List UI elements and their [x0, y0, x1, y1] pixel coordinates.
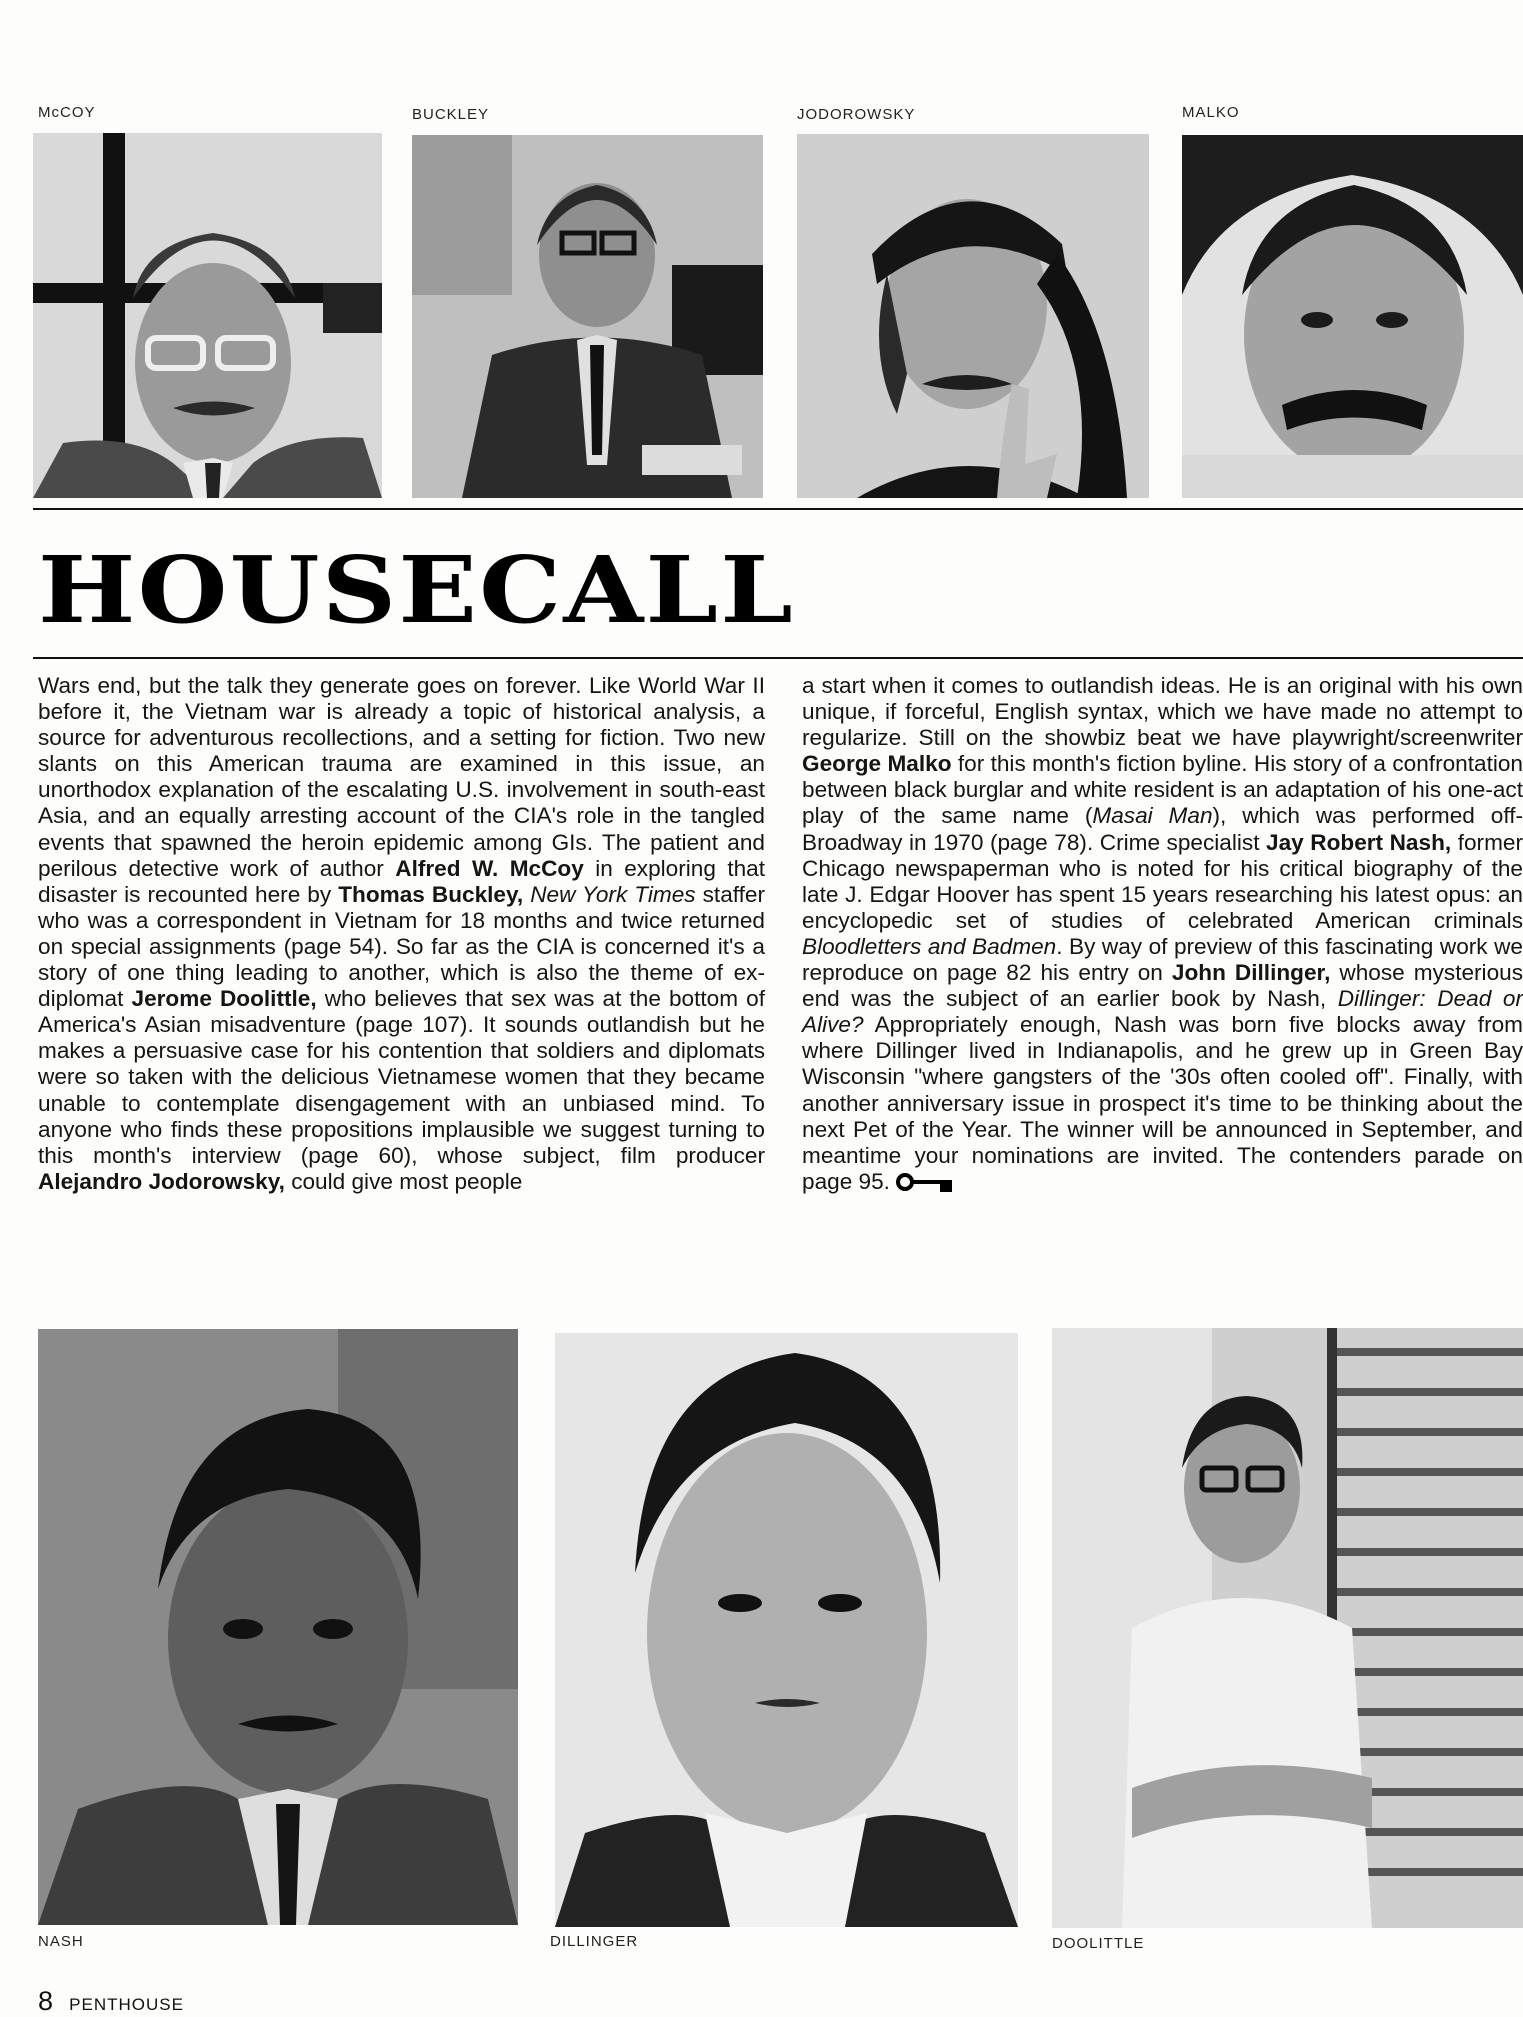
top-rule	[33, 508, 1523, 510]
caption-nash: NASH	[38, 1933, 84, 1950]
headline-rule	[33, 657, 1523, 659]
bold-name: John Dillinger,	[1171, 960, 1331, 986]
text-run: in exploring that disaster is recounted here by	[38, 855, 765, 907]
article-column-2	[802, 673, 1523, 1195]
text-run: a start when it comes to outlandish ideas. He is an original with his own unique, if forceful, English syntax, which we have made no attempt to regularize. Still on the showbiz beat we have playwright/screenwriter	[802, 673, 1523, 751]
bold-name: Thomas Buckley,	[338, 881, 524, 907]
photo-malko	[1182, 135, 1523, 498]
photo-dillinger	[555, 1333, 1018, 1927]
bold-name: Alfred W. McCoy	[395, 855, 584, 881]
text-run: ), which was performed off-Broadway in 1970 (page 78). Crime specialist	[802, 803, 1523, 855]
caption-jodorowsky: JODOROWSKY	[797, 106, 916, 123]
text-run: whose mysterious end was the subject of an earlier book by Nash,	[802, 960, 1523, 1012]
italic-title: Dillinger: Dead or Alive?	[802, 986, 1523, 1038]
caption-mccoy: McCOY	[38, 104, 96, 121]
text-run: could give most people	[284, 1168, 523, 1194]
text-run: former Chicago newspaperman who is noted for his critical biography of the late J. Edgar Hoover has spent 15 years researching his latest opus: an encyclopedic set of studies of celebrated American criminals	[802, 829, 1523, 933]
end-key-icon	[896, 1171, 954, 1193]
magazine-name: PENTHOUSE	[69, 1995, 184, 2014]
caption-doolittle: DOOLITTLE	[1052, 1935, 1145, 1952]
photo-doolittle	[1052, 1328, 1523, 1928]
caption-buckley: BUCKLEY	[412, 106, 490, 123]
caption-malko: MALKO	[1182, 104, 1240, 121]
italic-title: New York Times	[530, 881, 696, 907]
bold-name: Alejandro Jodorowsky,	[38, 1168, 285, 1194]
photo-nash	[38, 1329, 518, 1925]
bold-name: Jerome Doolittle,	[131, 986, 317, 1012]
italic-title: Masai Man	[1092, 803, 1213, 829]
text-run: for this month's fiction byline. His story of a confrontation between black burglar and white resident is an adaptation of his one-act play of the same name (	[802, 751, 1523, 829]
text-run: Appropriately enough, Nash was born five blocks away from where Dillinger lived in Indianapolis, and he grew up in Green Bay Wisconsin "where gangsters of the '30s often cooled off". Finally, with another anniversary issue in prospect it's time to be thinking about the next Pet of the Year. The winner will be announced in September, and meantime your nominations are invited. The contenders parade on page 95.	[802, 1012, 1523, 1194]
text-run: who believes that sex was at the bottom of America's Asian misadventure (page 107). It sounds outlandish but he makes a persuasive case for his contention that soldiers and diplomats were so taken with the delicious Vietnamese women that they became unable to contemplate disengagement with an unbiased mind. To anyone who finds these propositions implausible we suggest turning to this month's interview (page 60), whose subject, film producer	[38, 986, 765, 1168]
article-column-1	[38, 673, 765, 1195]
page-number: 8	[38, 1986, 54, 2016]
page-footer	[38, 1986, 184, 2017]
bold-name: George Malko	[802, 751, 952, 777]
photo-jodorowsky	[797, 134, 1149, 498]
italic-title: Bloodletters and Badmen	[802, 933, 1057, 959]
photo-buckley	[412, 135, 763, 498]
text-run: staffer who was a correspondent in Vietnam for 18 months and twice returned on special assignments (page 54). So far as the CIA is concerned it's a story of one thing leading to another, which is also the theme of ex-diplomat	[38, 881, 766, 1012]
photo-mccoy	[33, 133, 382, 498]
bold-name: Jay Robert Nash,	[1266, 829, 1452, 855]
caption-dillinger: DILLINGER	[550, 1933, 639, 1950]
text-run: . By way of preview of this fascinating work we reproduce on page 82 his entry on	[802, 933, 1523, 986]
text-run: Wars end, but the talk they generate goes on forever. Like World War II before it, the Vietnam war is already a topic of historical analysis, a source for adventurous recollections, and a setting for fiction. Two new slants on this American trauma are examined in this issue, an unorthodox explanation of the escalating U.S. involvement in south-east Asia, and an equally arresting account of the CIA's role in the tangled events that spawned the heroin epidemic among GIs. The patient and perilous detective work of author	[38, 673, 765, 881]
headline: HOUSECALL	[38, 536, 795, 644]
